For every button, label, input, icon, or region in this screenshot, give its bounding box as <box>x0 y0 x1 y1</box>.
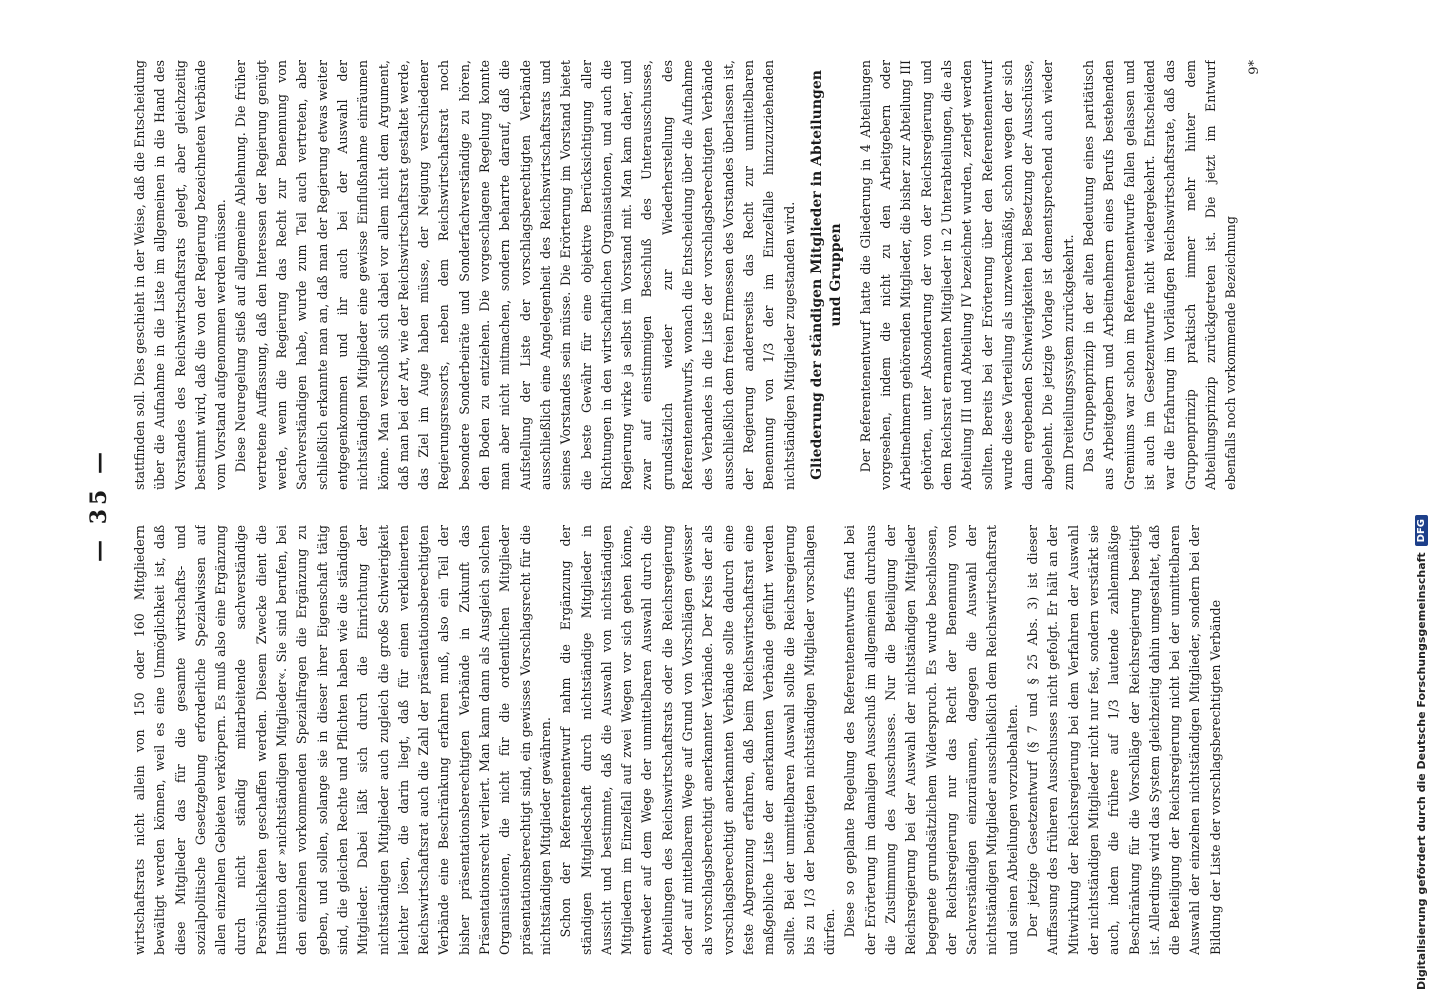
page-number: — 35 — <box>86 448 112 562</box>
paragraph: Diese so geplante Regelung des Referentenentwurfs fand bei der Erörterung im damaligen Ausschuß im allgemeinen durchaus die Zustimmung des Ausschusses. Nur die Beteiligung der Reichsregierung bei der Auswahl der nichtständigen Mitglieder begegnete grundsätzlichem Widerspruch. Es wurde beschlossen, der Reichsregierung nur das Recht der Benennung von Sachverständigen einzuräumen, dagegen die Auswahl der nichtständigen Mitglieder ausschließlich dem Reichswirtschaftsrat und seinen Abteilungen vorzubehalten. <box>842 525 1020 955</box>
section-heading: Gliederung der ständigen Mitglieder in Abteilungen und Gruppen <box>808 70 844 480</box>
paragraph: Diese Neuregelung stieß auf allgemeine Ablehnung. Die früher vertretene Auffassung, daß den Interessen der Regierung genügt werde, wenn die Regierung das Recht zur Benennung von Sachverständigen habe, wurde zum Teil auch vertreten, aber schließlich erkannte man an, daß man der Regierung etwas weiter entgegenkommen und ihr auch bei der Auswahl der nichtständigen Mitglieder eine gewisse Einflußnahme einräumen könne. Man verschloß sich dabei vor allem nicht dem Argument, daß man bei der Art, wie der Reichswirtschaftsrat gestaltet werde, das Ziel im Auge haben müsse, der Neigung verschiedener Regierungsressorts, neben dem Reichswirtschaftsrat noch besondere Sonderbeiräte und Sonderfachverständige zu hören, den Boden zu entziehen. Die vorgeschlagene Regelung konnte man aber nicht mitmachen, sondern beharrte darauf, daß die Aufstellung der Liste der vorschlagsberechtigten Verbände ausschließlich eine Angelegenheit des Reichswirtschaftsrats und seines Vorstandes sein müsse. Die Erörterung im Vorstand bietet die beste Gewähr für eine objektive Berücksichtigung aller Richtungen in den wirtschaftlichen Organisationen, und auch die Regierung wirke ja selbst im Vorstand mit. Man kam daher, und zwar auf einstimmigen Beschluß des Unterausschusses, grundsätzlich wieder zur Wiederherstellung des Referentenentwurfs, wonach die Entscheidung über die Aufnahme des Verbandes in die Liste der vorschlagsberechtigten Verbände ausschließlich dem freien Ermessen des Vorstandes überlassen ist, der Regierung andererseits das Recht zur unmittelbaren Benennung von 1/3 der im Einzelfalle hinzuzuziehenden nichtständigen Mitglieder zugestanden wird. <box>233 60 797 490</box>
right-column <box>130 60 1310 490</box>
paragraph: Der jetzige Gesetzentwurf (§ 7 und § 25 Abs. 3) ist dieser Auffassung des früheren Ausschusses nicht gefolgt. Er hält an der Mitwirkung der Reichsregierung bei dem Verfahren der Auswahl der nichtständigen Mitglieder nicht nur fest, sondern verstärkt sie auch, indem die frühere auf 1/3 lautende zahlenmäßige Beschränkung für die Vorschläge der Reichsregierung beseitigt ist. Allerdings wird das System gleichzeitig dahin umgestaltet, daß die Beteiligung der Reichsregierung nicht bei der unmittelbaren Auswahl der einzelnen nichtständigen Mitglieder, sondern bei der Bildung der Liste der vorschlagsberechtigten Verbände <box>1025 525 1223 955</box>
rotated-document-page <box>75 55 1315 955</box>
paragraph: stattfinden soll. Dies geschieht in der Weise, daß die Entscheidung über die Aufnahme in die Liste im allgemeinen in die Hand des Vorstandes des Reichswirtschaftsrats gelegt, aber gleichzeitig bestimmt wird, daß die von der Regierung bezeichneten Verbände vom Vorstand aufgenommen werden müssen. <box>132 60 229 490</box>
dfg-credit-strip <box>1410 0 1430 1000</box>
dfg-credit <box>1412 0 1430 990</box>
signature-mark: 9* <box>1247 60 1263 75</box>
paragraph: Der Referentenentwurf hatte die Gliederung in 4 Abteilungen vorgesehen, indem die nicht zu den Arbeitgebern oder Arbeitnehmern gehörenden Mitglieder, die bisher zur Abteilung III gehörten, unter Absonderung der von der Reichsregierung und dem Reichsrat ernannten Mitglieder in 2 Unterabteilungen, die als Abteilung III und Abteilung IV bezeichnet wurden, zerlegt werden sollten. Bereits bei der Erörterung über den Referentenentwurf wurde diese Vierteilung als unzweckmäßig, schon wegen der sich dann ergebenden Schwierigkeiten bei Besetzung der Ausschüsse, abgelehnt. Die jetzige Vorlage ist dementsprechend auch wieder zum Dreiteilungssystem zurückgekehrt. <box>857 60 1076 490</box>
paragraph: Das Gruppenprinzip in der alten Bedeutung eines paritätisch aus Arbeitgebern und Arbeitnehmern eines Berufs bestehenden Gremiums war schon im Referentenentwurfe fallen gelassen und ist auch im Gesetzentwurfe nicht wiedergekehrt. Entscheidend war die Erfahrung im Vorläufigen Reichswirtschaftsrate, daß das Gruppenprinzip praktisch immer mehr hinter dem Abteilungsprinzip zurückgetreten ist. Die jetzt im Entwurf ebenfalls noch vorkommende Bezeichnung <box>1081 60 1239 490</box>
dfg-credit-text: Digitalisierung gefördert durch die Deutsche Forschungsgemeinschaft <box>1414 552 1428 990</box>
dfg-logo: DFG <box>1415 515 1428 546</box>
paragraph: Schon der Referentenentwurf nahm die Ergänzung der ständigen Mitgliedschaft durch nichtständige Mitglieder in Aussicht und bestimmte, daß die Auswahl von nichtständigen Mitgliedern im Einzelfall auf zwei Wegen vor sich gehen könne, entweder auf dem Wege der unmittelbaren Auswahl durch die Abteilungen des Reichswirtschaftsrats oder die Reichsregierung oder auf mittelbarem Wege auf Grund von Vorschlägen gewisser als vorschlagsberechtigt anerkannter Verbände. Der Kreis der als vorschlagsberechtigt anerkannten Verbände sollte dadurch eine feste Abgrenzung erfahren, daß beim Reichswirtschaftsrat eine maßgebliche Liste der anerkannten Verbände geführt werden sollte. Bei der unmittelbaren Auswahl sollte die Reichsregierung bis zu 1/3 der benötigten nichtständigen Mitglieder vorschlagen dürfen. <box>558 525 838 955</box>
left-column <box>130 525 1310 955</box>
paragraph: wirtschaftsrats nicht allein von 150 oder 160 Mitgliedern bewältigt werden können, weil es eine Unmöglichkeit ist, daß diese Mitglieder das für die gesamte wirtschafts- und sozialpolitische Gesetzgebung erforderliche Spezialwissen auf allen einzelnen Gebieten verkörpern. Es muß also eine Ergänzung durch nicht ständig mitarbeitende sachverständige Persönlichkeiten geschaffen werden. Diesem Zwecke dient die Institution der »nichtständigen Mitglieder«. Sie sind berufen, bei den einzelnen vorkommenden Spezialfragen die Ergänzung zu geben, und sollen, solange sie in dieser ihrer Eigenschaft tätig sind, die gleichen Rechte und Pflichten haben wie die ständigen Mitglieder. Dabei läßt sich durch die Einrichtung der nichtständigen Mitglieder auch zugleich die große Schwierigkeit leichter lösen, die darin liegt, daß für einen verkleinerten Reichswirtschaftsrat auch die Zahl der präsentationsberechtigten Verbände eine Beschränkung erfahren muß, also ein Teil der bisher präsentationsberechtigten Verbände in Zukunft das Präsentationsrecht verliert. Man kann dann als Ausgleich solchen Organisationen, die nicht für die ordentlichen Mitglieder präsentationsberechtigt sind, ein gewisses Vorschlagsrecht für die nichtständigen Mitglieder gewähren. <box>132 525 553 955</box>
